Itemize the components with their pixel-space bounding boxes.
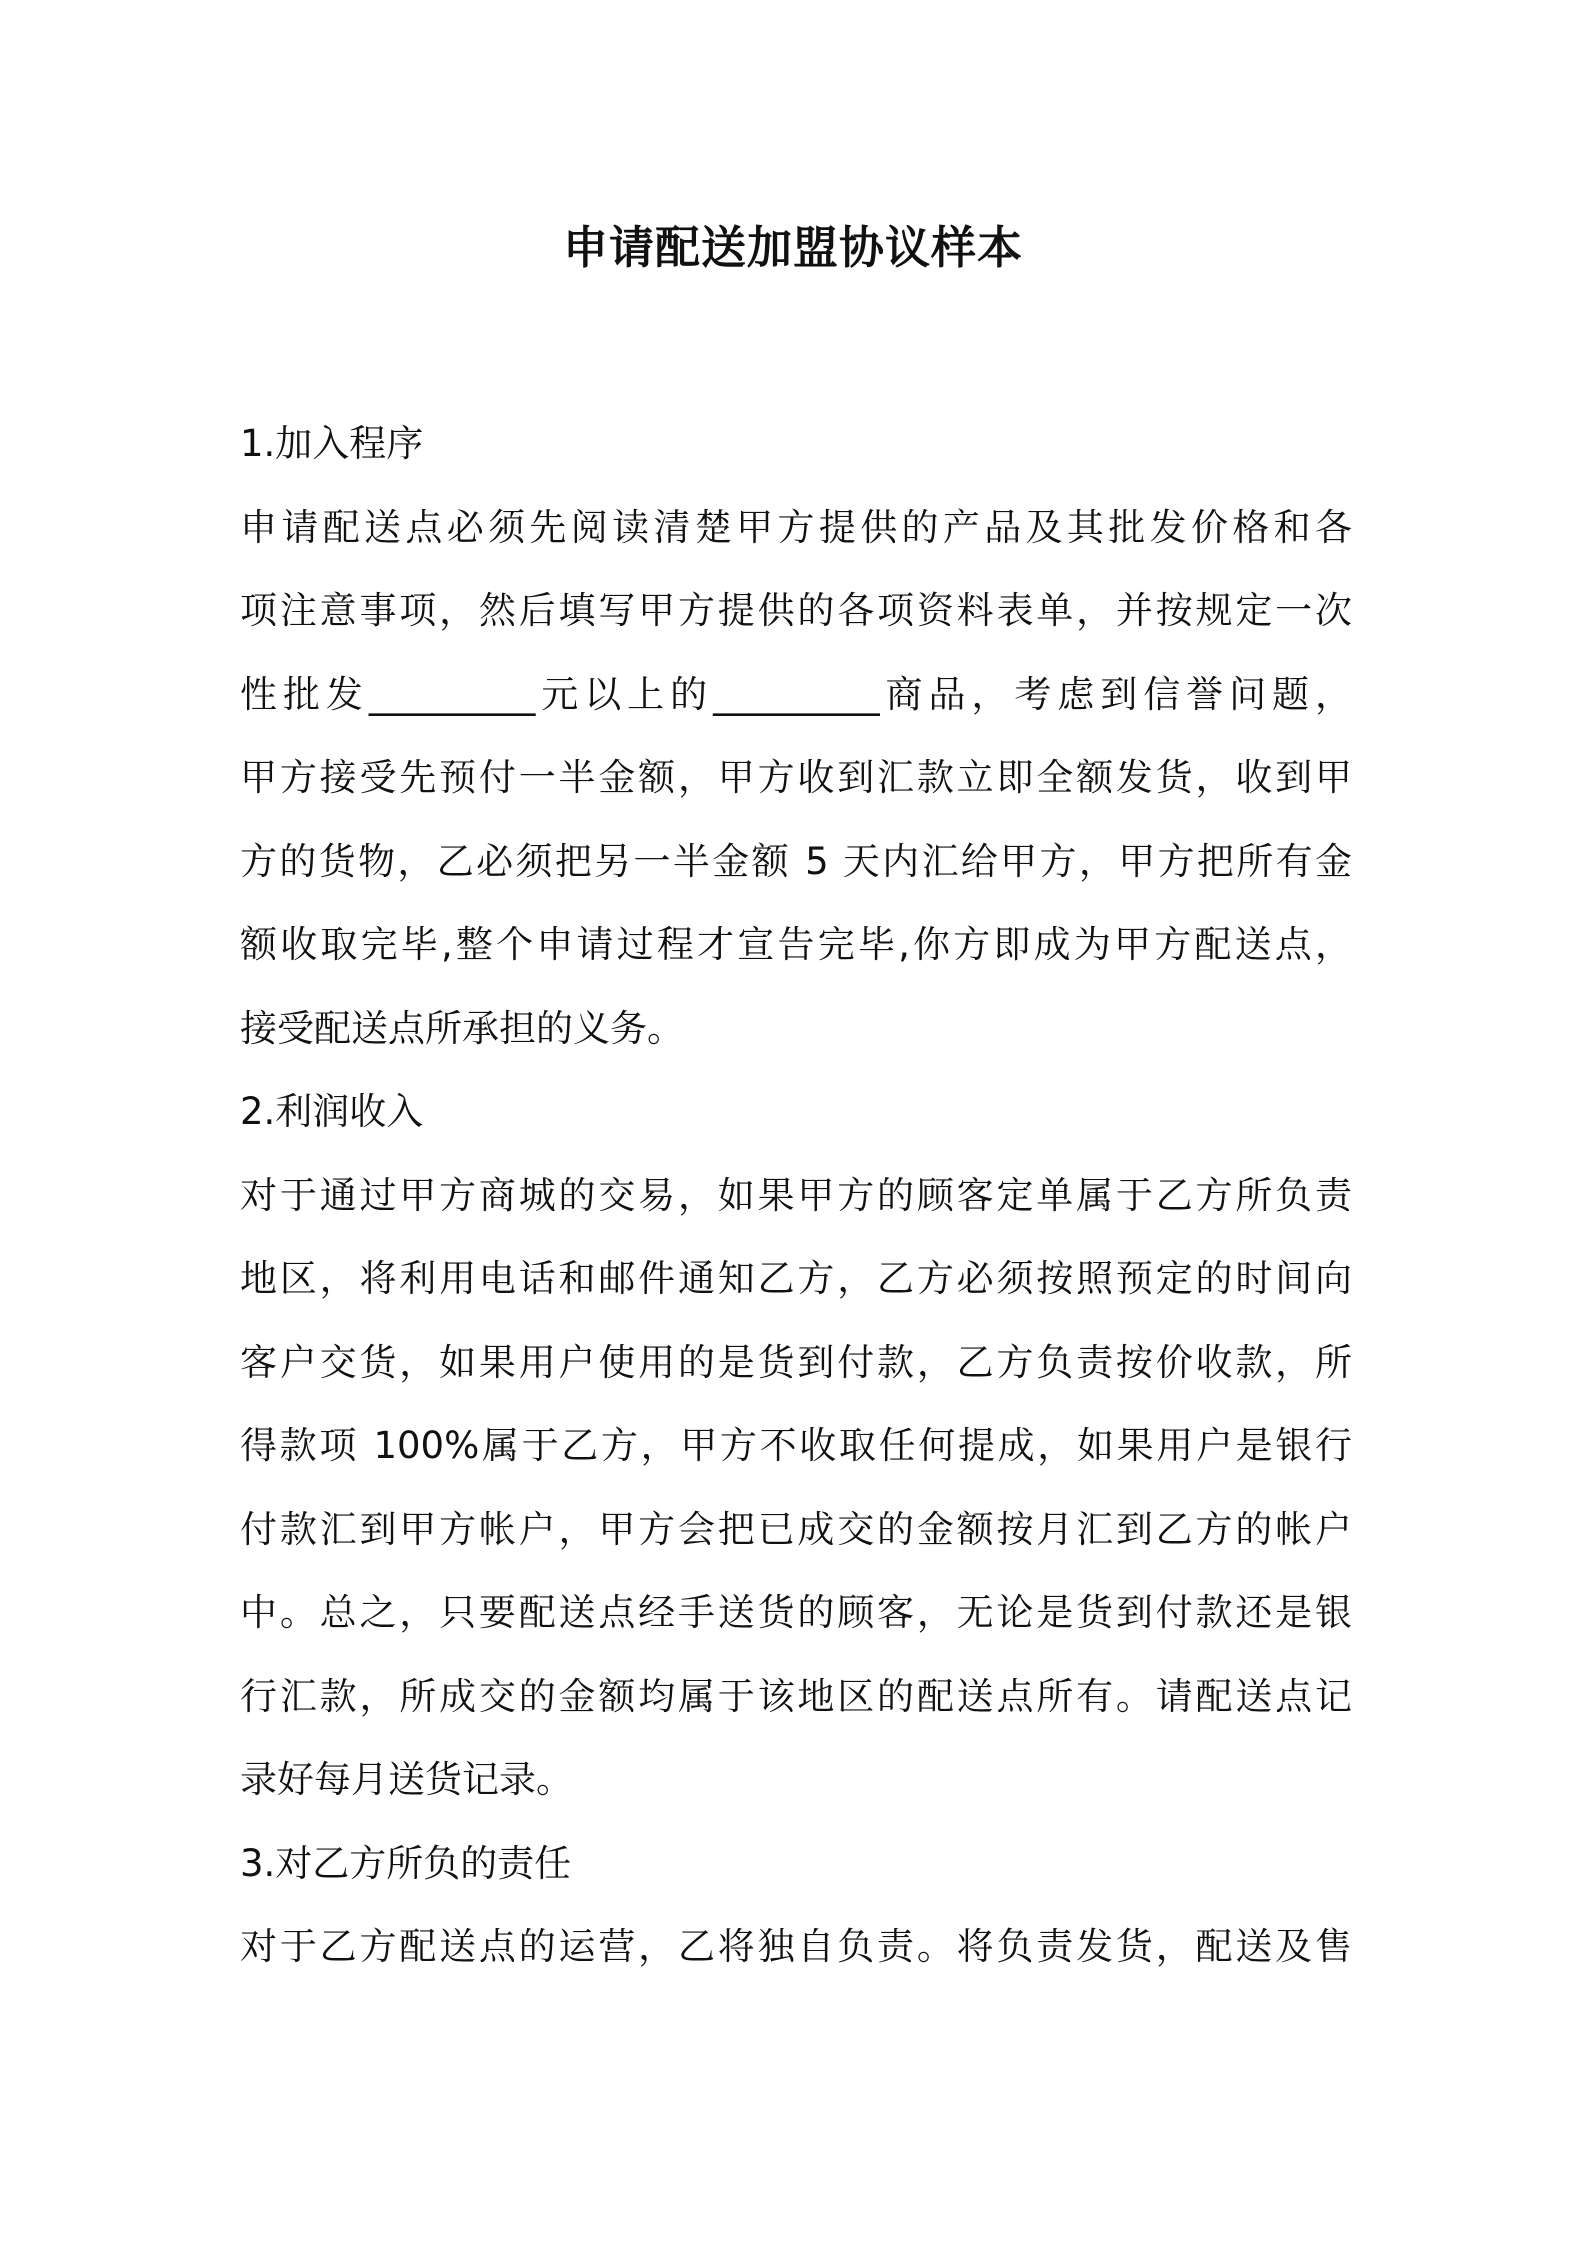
paragraph-line: 项注意事项，然后填写甲方提供的各项资料表单，并按规定一次 (240, 589, 1352, 632)
document-title: 申请配送加盟协议样本 (562, 221, 1023, 274)
paragraph-line: 中。总之，只要配送点经手送货的顾客，无论是货到付款还是银 (240, 1591, 1352, 1634)
paragraph-line: 对于乙方配送点的运营，乙将独自负责。将负责发货，配送及售 (240, 1925, 1352, 1968)
paragraph-line: 行汇款，所成交的金额均属于该地区的配送点所有。请配送点记 (240, 1674, 1352, 1718)
paragraph-line: 付款汇到甲方帐户，甲方会把已成交的金额按月汇到乙方的帐户 (240, 1507, 1352, 1551)
paragraph-line: 性批发_________元以上的_________商品，考虑到信誉问题， (240, 672, 1352, 716)
paragraph-line: 录好每月送货记录。 (240, 1758, 573, 1801)
paragraph-line: 客户交货，如果用户使用的是货到付款，乙方负责按价收款，所 (240, 1340, 1352, 1384)
paragraph-line: 得款项 100%属于乙方，甲方不收取任何提成，如果用户是银行 (240, 1424, 1352, 1467)
section-heading: 3.对乙方所负的责任 (240, 1841, 572, 1885)
paragraph-line: 地区，将利用电话和邮件通知乙方，乙方必须按照预定的时间向 (240, 1257, 1352, 1300)
section-party-b-responsibility (240, 1822, 1352, 1989)
section-heading: 2.利润收入 (240, 1090, 424, 1133)
paragraph-line: 额收取完毕,整个申请过程才宣告完毕,你方即成为甲方配送点， (240, 923, 1352, 966)
section-paragraph (240, 486, 1352, 1071)
section-paragraph (240, 1154, 1352, 1822)
section-joining-procedure (240, 402, 1352, 1070)
section-heading: 1.加入程序 (240, 422, 424, 465)
section-paragraph (240, 1905, 1352, 1989)
paragraph-line: 甲方接受先预付一半金额，甲方收到汇款立即全额发货，收到甲 (240, 756, 1352, 799)
paragraph-line: 接受配送点所承担的义务。 (240, 1006, 684, 1050)
document-body (240, 402, 1352, 1989)
paragraph-line: 申请配送点必须先阅读清楚甲方提供的产品及其批发价格和各 (240, 505, 1352, 549)
paragraph-line: 对于通过甲方商城的交易，如果甲方的顾客定单属于乙方所负责 (240, 1173, 1352, 1217)
section-profit-income (240, 1070, 1352, 1822)
paragraph-line: 方的货物，乙必须把另一半金额 5 天内汇给甲方，甲方把所有金 (240, 839, 1352, 883)
